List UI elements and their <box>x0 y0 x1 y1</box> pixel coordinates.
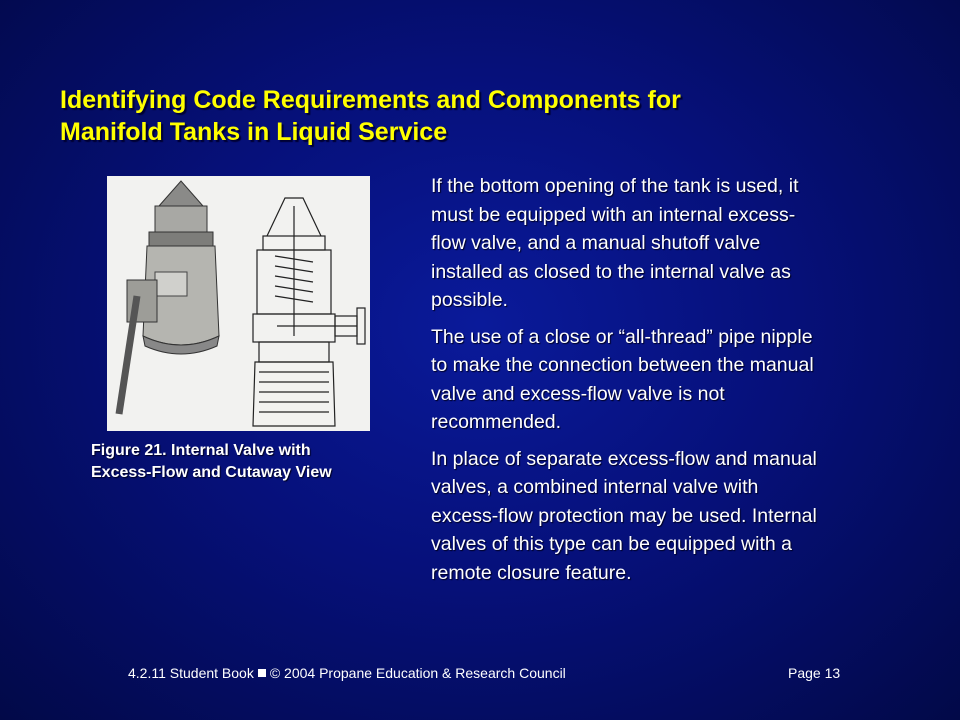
valve-illustration-icon <box>107 176 370 431</box>
body-line: excess-flow protection may be used. Internal <box>431 504 817 527</box>
body-line: remote closure feature. <box>431 561 632 584</box>
body-line: recommended. <box>431 411 562 433</box>
footer-section: 4.2.11 Student Book <box>128 665 254 681</box>
body-text <box>431 172 891 595</box>
body-line: must be equipped with an internal excess- <box>431 203 796 226</box>
paragraph-pipe-nipple <box>431 323 891 437</box>
footer-left <box>128 663 566 683</box>
slide-footer <box>0 663 960 683</box>
body-line: installed as closed to the internal valve as <box>431 260 791 283</box>
paragraph-combined-valve <box>431 445 891 588</box>
body-line: The use of a close or “all-thread” pipe nipple <box>431 325 813 348</box>
footer-copyright: © 2004 Propane Education & Research Council <box>269 665 566 681</box>
body-line: valves, a combined internal valve with <box>431 476 759 498</box>
body-line: valve and excess-flow valve is not <box>431 382 725 405</box>
body-line: In place of separate excess-flow and manual <box>431 447 817 470</box>
valve-figure-image <box>107 176 370 431</box>
figure-caption-line-2: Excess-Flow and Cutaway View <box>91 464 332 481</box>
footer-page-number: Page 13 <box>788 665 841 681</box>
paragraph-bottom-opening <box>431 172 891 315</box>
square-bullet-icon <box>258 669 266 677</box>
slide-title-line-1: Identifying Code Requirements and Components for <box>60 86 681 114</box>
slide-title-line-2: Manifold Tanks in Liquid Service <box>60 118 448 146</box>
figure-caption <box>91 440 421 484</box>
figure-caption-line-1: Figure 21. Internal Valve with <box>91 442 311 459</box>
slide-title <box>60 84 880 148</box>
body-line: to make the connection between the manual <box>431 354 814 376</box>
body-line: possible. <box>431 289 508 311</box>
body-line: flow valve, and a manual shutoff valve <box>431 232 761 254</box>
body-line: valves of this type can be equipped with a <box>431 533 792 555</box>
body-line: If the bottom opening of the tank is used, it <box>431 175 799 197</box>
